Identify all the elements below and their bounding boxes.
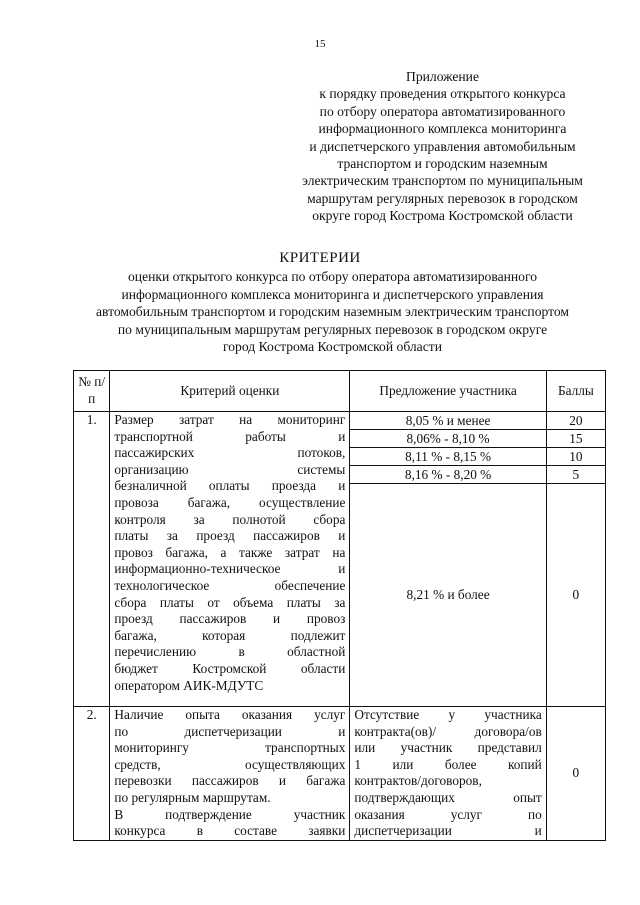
document-subtitle: [60, 268, 605, 356]
header-number: № п/п: [74, 371, 110, 412]
proposal-option-text: 8,21 % и более: [406, 586, 490, 602]
proposal-option: 8,16 % - 8,20 %: [350, 466, 546, 484]
criterion-line: сбора платы от объема платы за: [114, 594, 346, 610]
criterion-line: Размер затрат на мониторинг: [114, 412, 346, 427]
document-title: КРИТЕРИИ: [279, 250, 361, 266]
criterion-line: контроля за полнотой сбора: [114, 511, 346, 527]
criterion-line: мониторингу транспортных: [114, 740, 346, 756]
subtitle-line: по муниципальным маршрутам регулярных перевозок в городском округе: [117, 321, 548, 337]
proposal-cell: [350, 707, 546, 841]
appendix-line: транспортом и городским наземным: [337, 156, 548, 172]
criterion-line: информационно-техническое и: [114, 561, 346, 577]
appendix-line: Приложение: [406, 69, 479, 84]
criterion-line: средств, осуществляющих: [114, 756, 346, 772]
header-score: Баллы: [546, 371, 605, 412]
criterion-line: В подтверждение участник: [114, 806, 346, 822]
appendix-line: информационного комплекса мониторинга: [318, 121, 567, 137]
criterion-cell: [110, 412, 350, 707]
subtitle-line: автомобильным транспортом и городским наземным электрическим транспортом: [95, 304, 570, 320]
table-row: [74, 412, 606, 430]
table-row: [74, 707, 606, 841]
score-option: [546, 484, 605, 707]
header-criterion: Критерий оценки: [110, 371, 350, 412]
criterion-line: оператором АИК-МДУТС: [114, 677, 264, 693]
criterion-line: по диспетчеризации и: [114, 723, 346, 739]
proposal-option: 8,06% - 8,10 %: [350, 430, 546, 448]
score-cell: 0: [546, 707, 605, 841]
score-option: 5: [546, 466, 605, 484]
proposal-line: диспетчеризации и: [354, 823, 542, 839]
score-option-text: 0: [572, 586, 580, 602]
subtitle-line: город Кострома Костромской области: [223, 339, 442, 355]
proposal-option: 8,05 % и менее: [350, 412, 546, 430]
criterion-line: проезд пассажиров и провоз: [114, 611, 346, 627]
criterion-line: платы за проезд пассажиров и: [114, 528, 346, 544]
row-number: 1.: [74, 412, 110, 707]
criterion-line: провоз багажа, а также затрат на: [114, 544, 346, 560]
appendix-line: к порядку проведения открытого конкурса: [319, 86, 566, 102]
criterion-line: по регулярным маршрутам.: [114, 789, 271, 805]
proposal-line: контракта(ов)/ договора/ов: [354, 723, 542, 739]
criterion-line: безналичной оплаты проезда и: [114, 478, 346, 494]
header-proposal: Предложение участника: [350, 371, 546, 412]
criterion-line: багажа, которая подлежит: [114, 627, 346, 643]
criterion-line: перевозки пассажиров и багажа: [114, 773, 346, 789]
criterion-line: Наличие опыта оказания услуг: [114, 707, 346, 722]
criterion-cell: [110, 707, 350, 841]
criterion-line: организацию системы: [114, 461, 346, 477]
score-option: 20: [546, 412, 605, 430]
appendix-header: [280, 68, 605, 225]
score-option: 15: [546, 430, 605, 448]
proposal-line: подтверждающих опыт: [354, 789, 542, 805]
criterion-line: бюджет Костромской области: [114, 660, 346, 676]
score-option: 10: [546, 448, 605, 466]
criterion-line: перечислению в областной: [114, 644, 346, 660]
subtitle-line: информационного комплекса мониторинга и диспетчерского управления: [121, 286, 544, 302]
criterion-line: транспортной работы и: [114, 428, 346, 444]
row-number: 2.: [74, 707, 110, 841]
proposal-line: или участник представил: [354, 740, 542, 756]
appendix-line: электрическим транспортом по муниципальным: [302, 173, 583, 189]
appendix-line: и диспетчерского управления автомобильным: [309, 138, 576, 154]
appendix-line: округе город Кострома Костромской области: [312, 208, 573, 224]
criteria-table: [73, 370, 606, 841]
subtitle-line: оценки открытого конкурса по отбору оператора автоматизированного: [128, 269, 537, 284]
criterion-line: провоза багажа, осуществление: [114, 494, 346, 510]
proposal-option: [350, 484, 546, 707]
criterion-line: пассажирских потоков,: [114, 445, 346, 461]
proposal-option: 8,11 % - 8,15 %: [350, 448, 546, 466]
criterion-line: конкурса в составе заявки: [114, 823, 346, 839]
proposal-line: оказания услуг по: [354, 806, 542, 822]
table-header-row: [74, 371, 606, 412]
proposal-line: 1 или более копий: [354, 756, 542, 772]
page-number: 15: [314, 38, 326, 50]
appendix-line: по отбору оператора автоматизированного: [319, 103, 566, 119]
appendix-line: маршрутам регулярных перевозок в городском: [307, 190, 578, 206]
criterion-line: технологическое обеспечение: [114, 577, 346, 593]
proposal-line: контрактов/договоров,: [354, 773, 482, 789]
proposal-line: Отсутствие у участника: [354, 707, 542, 722]
